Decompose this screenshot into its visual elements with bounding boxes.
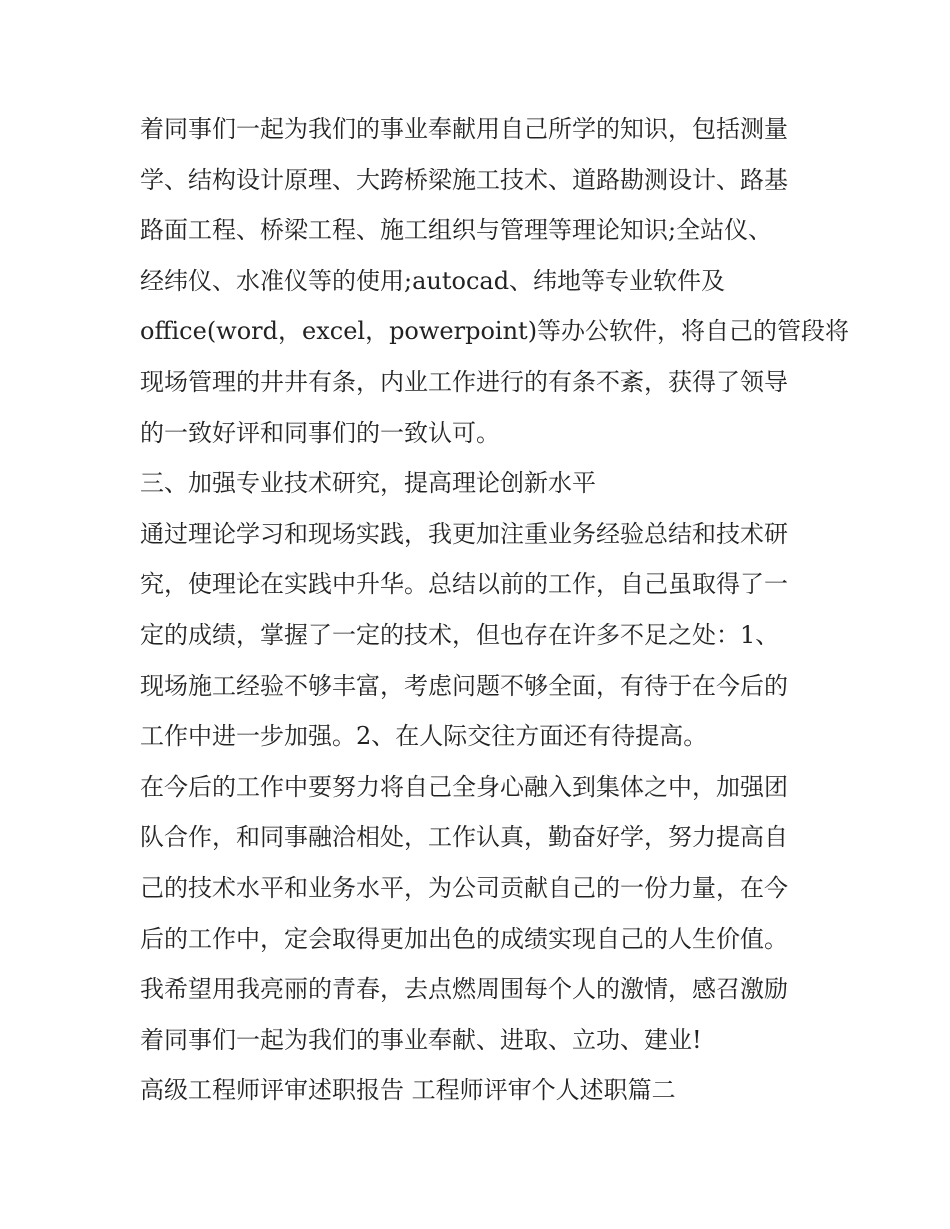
text-line: 定的成绩，掌握了一定的技术，但也存在许多不足之处：1、 xyxy=(140,620,780,649)
text-line: 我希望用我亮丽的青春，去点燃周围每个人的激情，感召激励 xyxy=(140,975,788,1004)
text-line: 己的技术水平和业务水平，为公司贡献自己的一份力量，在今 xyxy=(140,873,788,902)
document-title-line: 高级工程师评审述职报告 工程师评审个人述职篇二 xyxy=(140,1076,676,1105)
section-heading: 三、加强专业技术研究，提高理论创新水平 xyxy=(140,469,596,498)
text-line: 工作中进一步加强。2、在人际交往方面还有待提高。 xyxy=(140,722,708,751)
text-line: 路面工程、桥梁工程、施工组织与管理等理论知识;全站仪、 xyxy=(140,216,773,245)
text-line: 的一致好评和同事们的一致认可。 xyxy=(140,418,500,447)
text-line: 着同事们一起为我们的事业奉献、进取、立功、建业! xyxy=(140,1025,702,1054)
text-line: 在今后的工作中要努力将自己全身心融入到集体之中，加强团 xyxy=(140,772,788,801)
text-line: 学、结构设计原理、大跨桥梁施工技术、道路勘测设计、路基 xyxy=(140,165,788,194)
text-line: 经纬仪、水准仪等的使用;autocad、纬地等专业软件及 xyxy=(140,266,726,295)
text-line: 着同事们一起为我们的事业奉献用自己所学的知识，包括测量 xyxy=(140,115,788,143)
text-line: 现场施工经验不够丰富，考虑问题不够全面，有待于在今后的 xyxy=(140,671,788,700)
text-line: office(word，excel，powerpoint)等办公软件，将自己的管段将 xyxy=(140,317,850,346)
text-line: 究，使理论在实践中升华。总结以前的工作，自己虽取得了一 xyxy=(140,570,788,599)
text-line: 通过理论学习和现场实践，我更加注重业务经验总结和技术研 xyxy=(140,519,788,548)
text-line: 队合作，和同事融洽相处，工作认真，勤奋好学，努力提高自 xyxy=(140,823,788,852)
text-line: 现场管理的井井有条，内业工作进行的有条不紊，获得了领导 xyxy=(140,367,788,396)
document-body xyxy=(140,104,850,1116)
text-line: 后的工作中，定会取得更加出色的成绩实现自己的人生价值。 xyxy=(140,924,788,953)
